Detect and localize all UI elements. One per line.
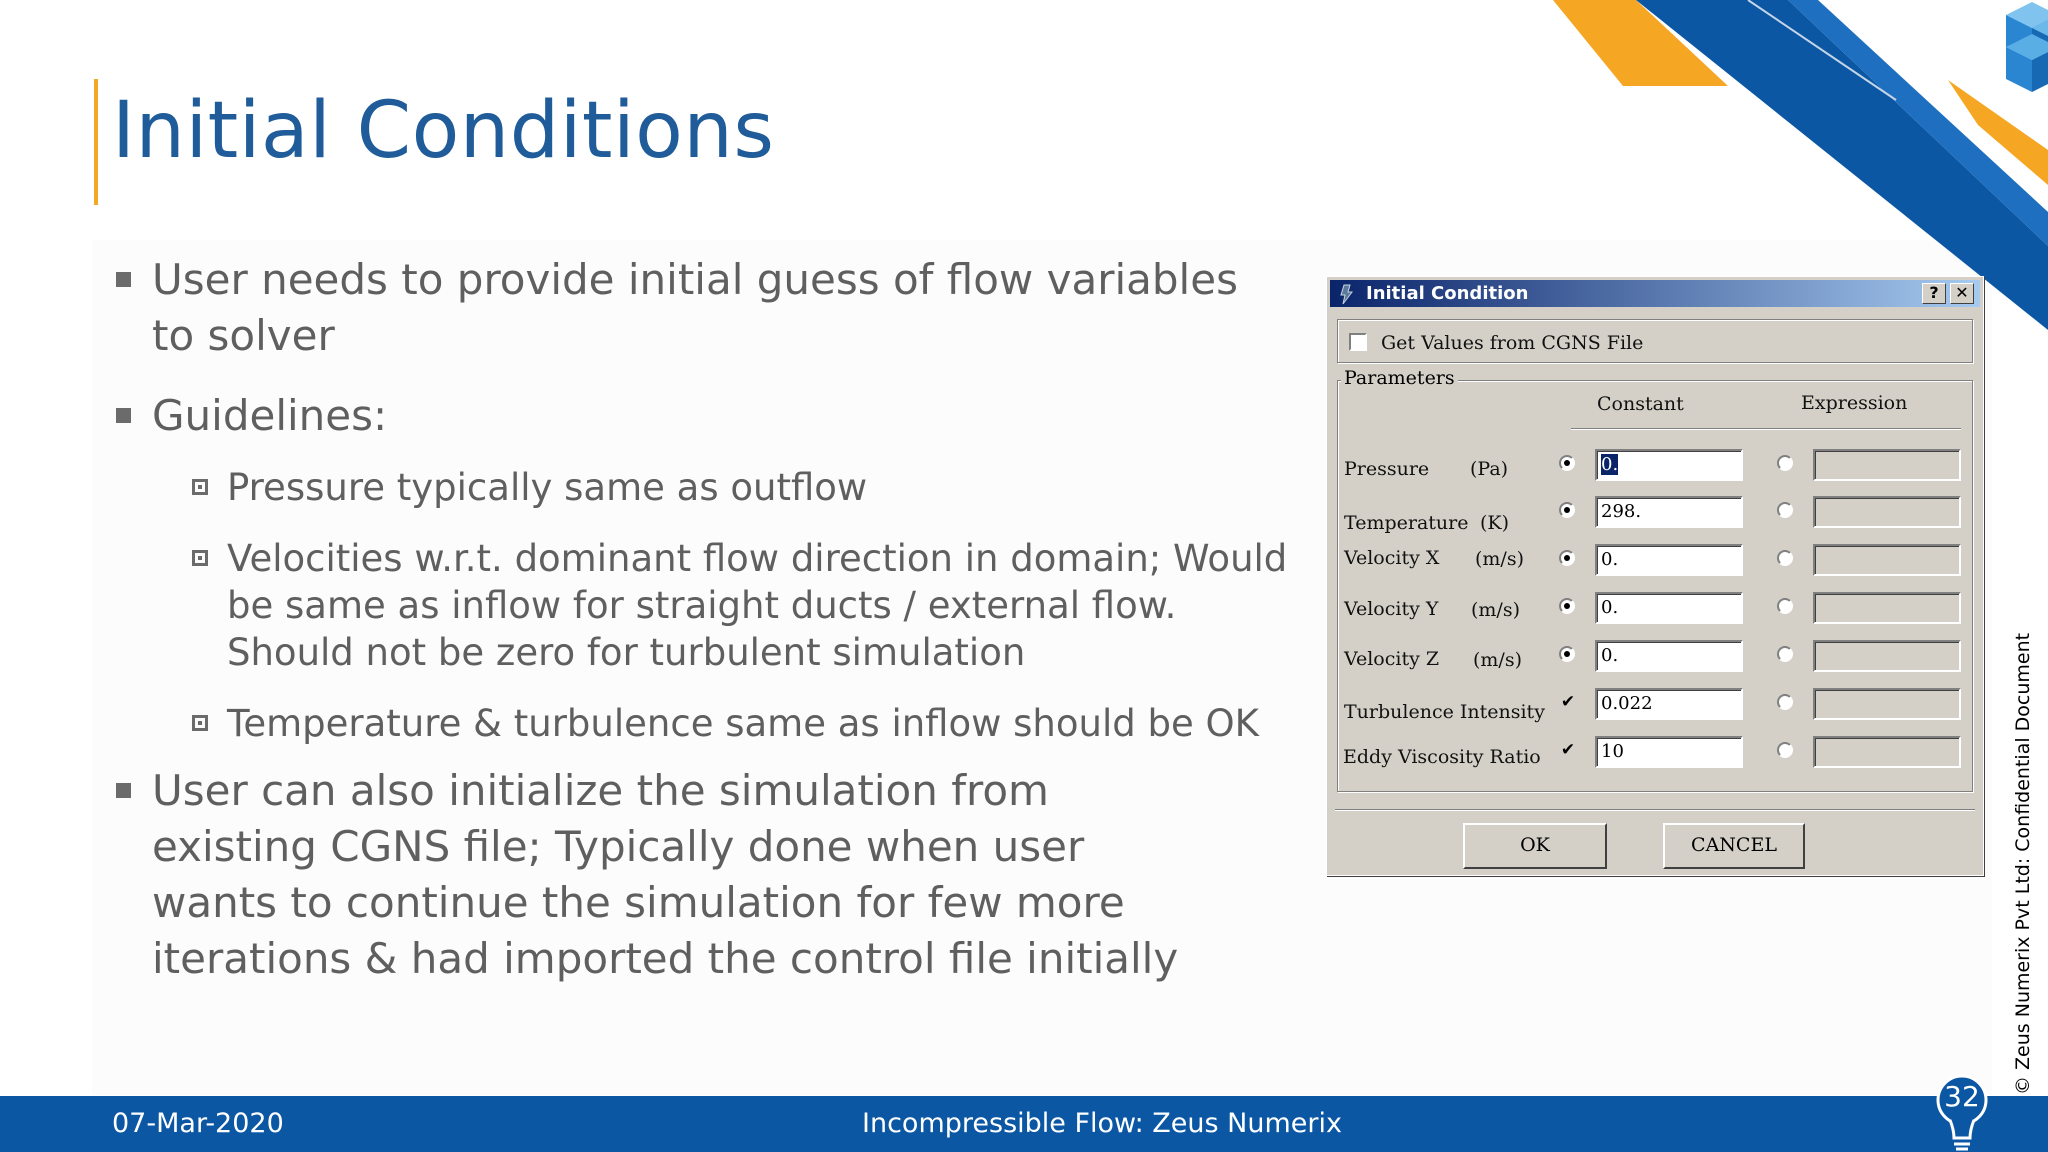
velocity-y-expression-radio[interactable] (1777, 598, 1793, 614)
sub-bullet-item (112, 464, 1252, 511)
pressure-constant-radio[interactable] (1559, 455, 1575, 471)
sub-bullet-text: Velocities w.r.t. dominant flow direction in domain; Would be same as inflow for straight ducts / external flow. Should not be zero for turbulent simulation (227, 537, 1288, 674)
zeus-cube-logo-icon (2006, 2, 2048, 92)
eddy-viscosity-ratio-value-field[interactable]: 10 (1595, 736, 1743, 768)
param-name-eddy-viscosity-ratio: Eddy Viscosity Ratio (1343, 746, 1541, 768)
pressure-expression-field[interactable] (1813, 449, 1961, 481)
param-name-turbulence-intensity: Turbulence Intensity (1344, 701, 1545, 723)
confidential-note: © Zeus Numerix Pvt Ltd: Confidential Document (2012, 632, 2034, 1095)
header-separator (1571, 428, 1961, 430)
button-separator (1335, 809, 1975, 811)
sub-bullet-text: Temperature & turbulence same as inflow should be OK (227, 702, 1259, 745)
page-title: Initial Conditions (112, 86, 775, 176)
velocity-x-constant-radio[interactable] (1559, 550, 1575, 566)
hollow-square-bullet-icon (192, 479, 208, 495)
eddy-viscosity-ratio-checkbox[interactable]: ✔ (1560, 740, 1576, 760)
sub-bullet-item (112, 535, 1292, 676)
column-header-expression: Expression (1801, 392, 1908, 414)
square-bullet-icon (116, 783, 131, 798)
bullet-item (112, 388, 1252, 444)
param-name-velocity-y: Velocity Y (1344, 598, 1439, 620)
initial-condition-dialog (1326, 276, 1984, 876)
temperature-constant-radio[interactable] (1559, 502, 1575, 518)
velocity-z-expression-field[interactable] (1813, 640, 1961, 672)
parameters-group (1337, 380, 1973, 792)
turbulence-intensity-value-field[interactable]: 0.022 (1595, 688, 1743, 720)
footer-bar (0, 1096, 2048, 1152)
bullet-item (112, 252, 1252, 364)
dialog-title: Initial Condition (1366, 283, 1529, 304)
velocity-y-expression-field[interactable] (1813, 592, 1961, 624)
close-icon[interactable]: ✕ (1950, 283, 1974, 304)
eddy-viscosity-ratio-expression-field[interactable] (1813, 736, 1961, 768)
parameters-group-label: Parameters (1341, 367, 1458, 389)
temperature-value-field[interactable]: 298. (1595, 496, 1743, 528)
param-unit-velocity-x: (m/s) (1475, 548, 1524, 570)
velocity-y-value-field[interactable]: 0. (1595, 592, 1743, 624)
pressure-expression-radio[interactable] (1777, 455, 1793, 471)
footer-title: Incompressible Flow: Zeus Numerix (862, 1108, 1342, 1139)
hollow-square-bullet-icon (192, 715, 208, 731)
velocity-z-value-field[interactable]: 0. (1595, 640, 1743, 672)
hollow-square-bullet-icon (192, 550, 208, 566)
velocity-y-constant-radio[interactable] (1559, 598, 1575, 614)
velocity-x-value-field[interactable]: 0. (1595, 544, 1743, 576)
param-unit-velocity-y: (m/s) (1471, 599, 1520, 621)
square-bullet-icon (116, 408, 131, 423)
velocity-z-expression-radio[interactable] (1777, 646, 1793, 662)
title-accent-bar (94, 79, 98, 205)
bullet-list (112, 252, 1288, 1011)
help-icon[interactable]: ? (1922, 283, 1946, 304)
param-name-velocity-z: Velocity Z (1344, 648, 1440, 670)
cgns-checkbox-label: Get Values from CGNS File (1381, 332, 1644, 354)
temperature-expression-field[interactable] (1813, 496, 1961, 528)
turbulence-intensity-expression-radio[interactable] (1777, 694, 1793, 710)
param-name-velocity-x: Velocity X (1344, 547, 1440, 569)
page-number: 32 (1944, 1080, 1980, 1113)
velocity-z-constant-radio[interactable] (1559, 646, 1575, 662)
velocity-x-expression-field[interactable] (1813, 544, 1961, 576)
bullet-text: User can also initialize the simulation from existing CGNS file; Typically done when user wants to continue the simulation for few more iterations & had imported the control file initially (152, 766, 1179, 983)
velocity-x-expression-radio[interactable] (1777, 550, 1793, 566)
column-header-constant: Constant (1597, 393, 1684, 415)
dialog-titlebar[interactable] (1330, 280, 1980, 307)
square-bullet-icon (116, 272, 131, 287)
bullet-text: Guidelines: (152, 391, 388, 440)
param-name-temperature: Temperature (1344, 512, 1469, 534)
param-unit-pressure: (Pa) (1470, 458, 1509, 480)
pressure-value-field[interactable]: 0. (1595, 449, 1743, 481)
bullet-item (112, 763, 1222, 987)
cancel-button[interactable]: CANCEL (1663, 823, 1805, 869)
cgns-checkbox[interactable] (1349, 333, 1367, 351)
sub-bullet-item (112, 700, 1292, 747)
dialog-app-icon (1336, 283, 1358, 305)
turbulence-intensity-expression-field[interactable] (1813, 688, 1961, 720)
temperature-expression-radio[interactable] (1777, 502, 1793, 518)
ok-button[interactable]: OK (1463, 823, 1607, 869)
eddy-viscosity-ratio-expression-radio[interactable] (1777, 742, 1793, 758)
param-unit-temperature: (K) (1480, 512, 1510, 534)
param-name-pressure: Pressure (1344, 458, 1430, 480)
turbulence-intensity-checkbox[interactable]: ✔ (1560, 692, 1576, 712)
param-unit-velocity-z: (m/s) (1473, 649, 1522, 671)
bullet-text: User needs to provide initial guess of flow variables to solver (152, 255, 1238, 360)
footer-date: 07-Mar-2020 (112, 1108, 284, 1139)
sub-bullet-text: Pressure typically same as outflow (227, 466, 868, 509)
